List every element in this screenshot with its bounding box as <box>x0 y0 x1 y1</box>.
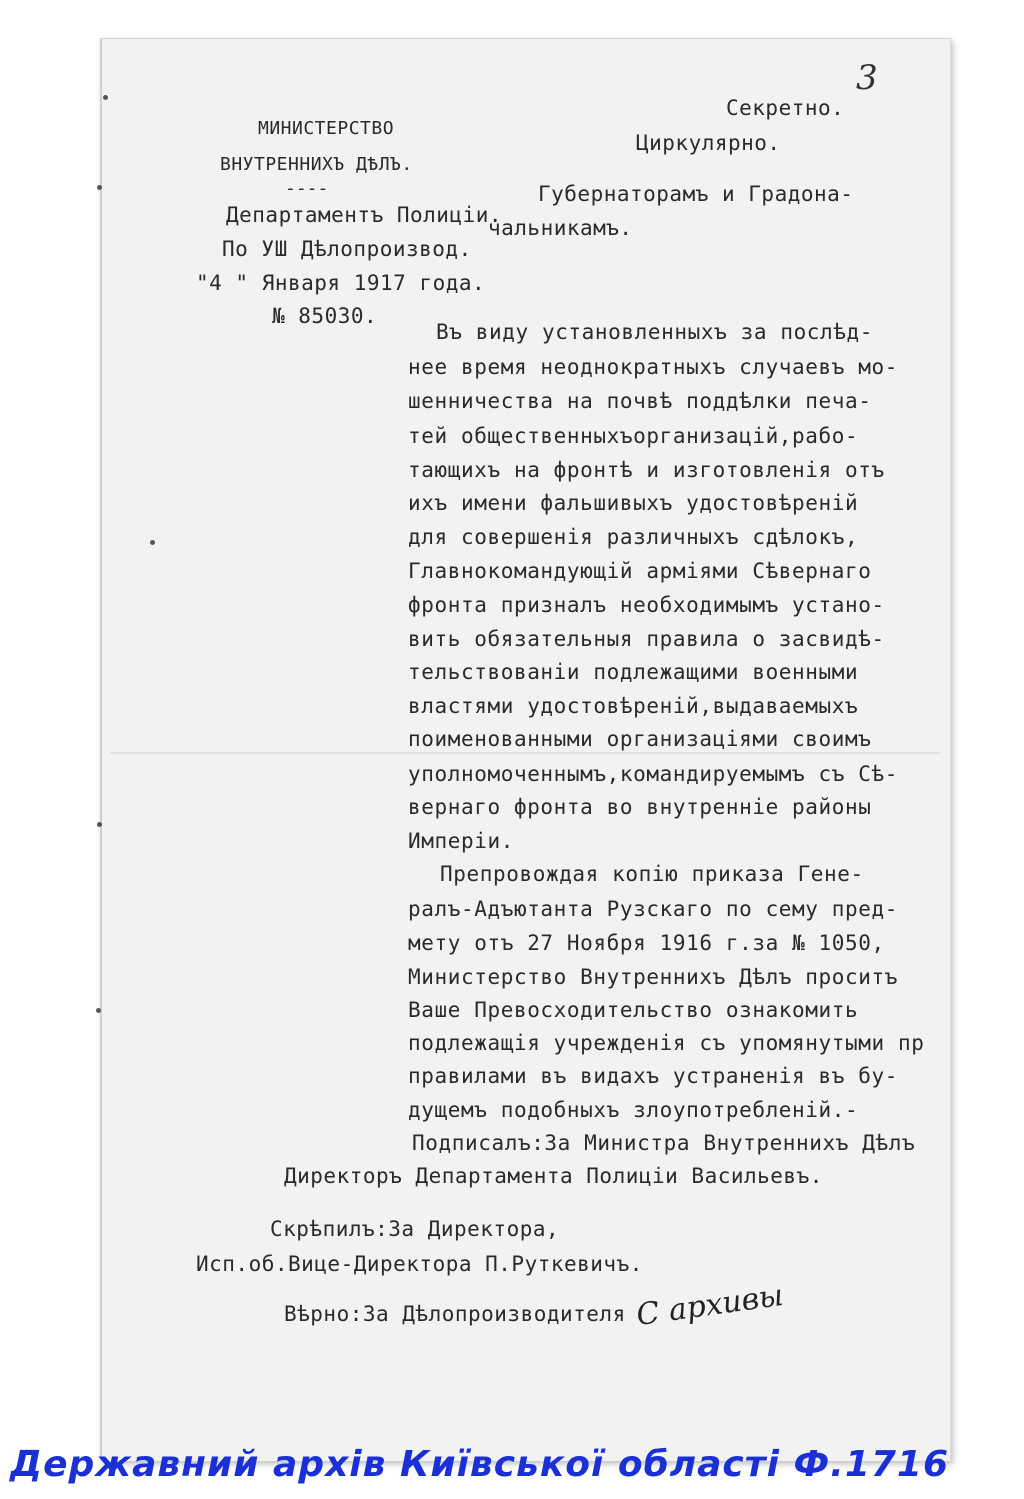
header-separator: ---- <box>285 178 329 199</box>
body-line: шенничества на почвѣ поддѣлки печа- <box>408 389 872 413</box>
body-line: поименованными организаціями своимъ <box>408 727 872 751</box>
body-line: вернаго фронта во внутренніе районы <box>408 795 872 819</box>
ministry-title-line1: МИНИСТЕРСТВО <box>258 118 395 139</box>
body-line: мету отъ 27 Ноября 1916 г.за № 1050, <box>408 931 885 955</box>
countersigned-line: Скрѣпилъ:За Директора, <box>270 1217 560 1241</box>
body-line: Препровождая копію приказа Гене- <box>440 862 864 886</box>
department-name: Департаментъ Полиціи. <box>226 203 503 227</box>
body-line: для совершенія различныхъ сдѣлокъ, <box>408 525 859 549</box>
verified-line: Вѣрно:За Дѣлопроизводителя <box>284 1302 626 1326</box>
body-line: подлежащія учрежденія съ упомянутыми пр <box>408 1031 925 1055</box>
addressee-line2: чальникамъ. <box>488 216 633 240</box>
document-number: № 85030. <box>272 304 378 328</box>
body-line: правилами въ видахъ устраненія въ бу- <box>408 1064 898 1088</box>
circular-mark: Циркулярно. <box>636 131 781 155</box>
punch-hole <box>97 185 102 190</box>
document-date: "4 " Января 1917 года. <box>196 271 486 295</box>
handwritten-signature: С архивы <box>634 1277 786 1334</box>
body-line: Въ виду установленныхъ за послѣд- <box>436 320 874 344</box>
vice-director-line: Исп.об.Вице-Директора П.Руткевичъ. <box>196 1252 643 1276</box>
archive-caption: Державний архів Київської області Ф.1716 <box>10 1444 950 1485</box>
body-line: Ваше Превосходительство ознакомить <box>408 998 859 1022</box>
punch-hole <box>103 95 108 100</box>
page-number: 3 <box>856 58 878 98</box>
paper-fold-line <box>110 752 940 754</box>
addressee-line1: Губернаторамъ и Градона- <box>538 182 854 206</box>
body-line: ихъ имени фальшивыхъ удостовѣреній <box>408 491 859 515</box>
body-line: тельствованіи подлежащими военными <box>408 660 859 684</box>
director-signature-line: Директоръ Департамента Полиціи Васильевъ. <box>284 1164 823 1188</box>
body-line: уполномоченнымъ,командируемымъ съ Сѣ- <box>408 762 898 786</box>
punch-hole <box>97 822 102 827</box>
office-name: По УШ Дѣлопроизвод. <box>222 237 472 261</box>
secret-mark: Секретно. <box>726 96 845 120</box>
body-line: Главнокомандующій арміями Сѣвернаго <box>408 559 872 583</box>
body-line: фронта призналъ необходимымъ устано- <box>408 593 885 617</box>
body-line: властями удостовѣреній,выдаваемыхъ <box>408 694 859 718</box>
body-line: нее время неоднократныхъ случаевъ мо- <box>408 355 898 379</box>
punch-hole <box>96 1008 101 1013</box>
body-line: Министерство Внутреннихъ Дѣлъ проситъ <box>408 965 898 989</box>
punch-hole <box>150 540 155 545</box>
body-line: ралъ-Адъютанта Рузскаго по сему пред- <box>408 897 898 921</box>
ministry-title-line2: ВНУТРЕННИХЪ ДѢЛЪ. <box>220 154 413 175</box>
body-line: вить обязательныя правила о засвидѣ- <box>408 627 885 651</box>
body-line: тающихъ на фронтѣ и изготовленія отъ <box>408 458 885 482</box>
body-line: Имперіи. <box>408 829 514 853</box>
body-line: дущемъ подобныхъ злоупотребленій.- <box>408 1098 859 1122</box>
body-line: тей общественныхъорганизацій,рабо- <box>408 424 859 448</box>
body-line: Подписалъ:За Министра Внутреннихъ Дѣлъ <box>412 1131 916 1155</box>
